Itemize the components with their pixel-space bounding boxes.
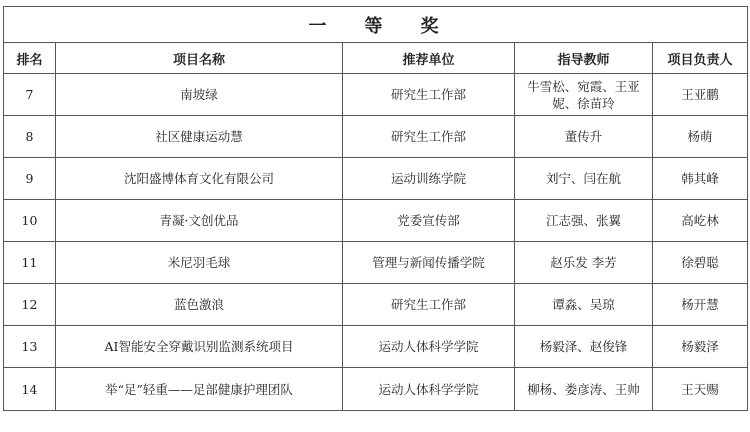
leader-cell: 王天赐: [653, 368, 748, 411]
mentors-cell: 赵乐发 李芳: [515, 242, 653, 284]
unit-cell: 管理与新闻传播学院: [343, 242, 515, 284]
unit-cell: 党委宣传部: [343, 200, 515, 242]
table-row: [4, 74, 748, 116]
mentors-cell: 杨毅泽、赵俊锋: [515, 326, 653, 368]
header-recommending-unit: 推荐单位: [343, 43, 515, 74]
unit-cell: 研究生工作部: [343, 74, 515, 116]
rank-cell: 10: [4, 200, 56, 242]
header-project-name: 项目名称: [56, 43, 343, 74]
leader-cell: 杨毅泽: [653, 326, 748, 368]
unit-cell: 运动人体科学学院: [343, 368, 515, 411]
leader-cell: 徐碧聪: [653, 242, 748, 284]
rank-cell: 9: [4, 158, 56, 200]
table-row: [4, 326, 748, 368]
table-row: [4, 368, 748, 411]
leader-cell: 韩其峰: [653, 158, 748, 200]
rank-cell: 7: [4, 74, 56, 116]
header-mentors: 指导教师: [515, 43, 653, 74]
project-cell: 沈阳盛博体育文化有限公司: [56, 158, 343, 200]
unit-cell: 运动训练学院: [343, 158, 515, 200]
project-cell: 南坡绿: [56, 74, 343, 116]
mentors-cell: 柳杨、娄彦涛、王帅: [515, 368, 653, 411]
mentors-cell: 谭淼、吴琼: [515, 284, 653, 326]
title-row: [4, 7, 748, 43]
mentors-cell: 刘宁、闫在航: [515, 158, 653, 200]
project-cell: 社区健康运动慧: [56, 116, 343, 158]
project-cell: AI智能安全穿戴识别监测系统项目: [56, 326, 343, 368]
table-title: 一等奖: [4, 7, 748, 43]
unit-cell: 研究生工作部: [343, 116, 515, 158]
header-project-leader: 项目负责人: [653, 43, 748, 74]
leader-cell: 王亚鹏: [653, 74, 748, 116]
table-row: [4, 284, 748, 326]
project-cell: 青凝·文创优品: [56, 200, 343, 242]
table-row: [4, 242, 748, 284]
mentors-cell: 牛雪松、宛霞、王亚妮、徐苗玲: [515, 74, 653, 116]
leader-cell: 杨萌: [653, 116, 748, 158]
project-cell: 米尼羽毛球: [56, 242, 343, 284]
project-cell: 蓝色激浪: [56, 284, 343, 326]
rank-cell: 8: [4, 116, 56, 158]
unit-cell: 研究生工作部: [343, 284, 515, 326]
leader-cell: 高屹林: [653, 200, 748, 242]
rank-cell: 13: [4, 326, 56, 368]
table-row: [4, 116, 748, 158]
leader-cell: 杨开慧: [653, 284, 748, 326]
mentors-cell: 江志强、张翼: [515, 200, 653, 242]
awards-table: [3, 6, 748, 411]
project-cell: 举“足”轻重——足部健康护理团队: [56, 368, 343, 411]
unit-cell: 运动人体科学学院: [343, 326, 515, 368]
rank-cell: 12: [4, 284, 56, 326]
rank-cell: 14: [4, 368, 56, 411]
rank-cell: 11: [4, 242, 56, 284]
table-row: [4, 158, 748, 200]
header-rank: 排名: [4, 43, 56, 74]
mentors-cell: 董传升: [515, 116, 653, 158]
table-row: [4, 200, 748, 242]
header-row: [4, 43, 748, 74]
